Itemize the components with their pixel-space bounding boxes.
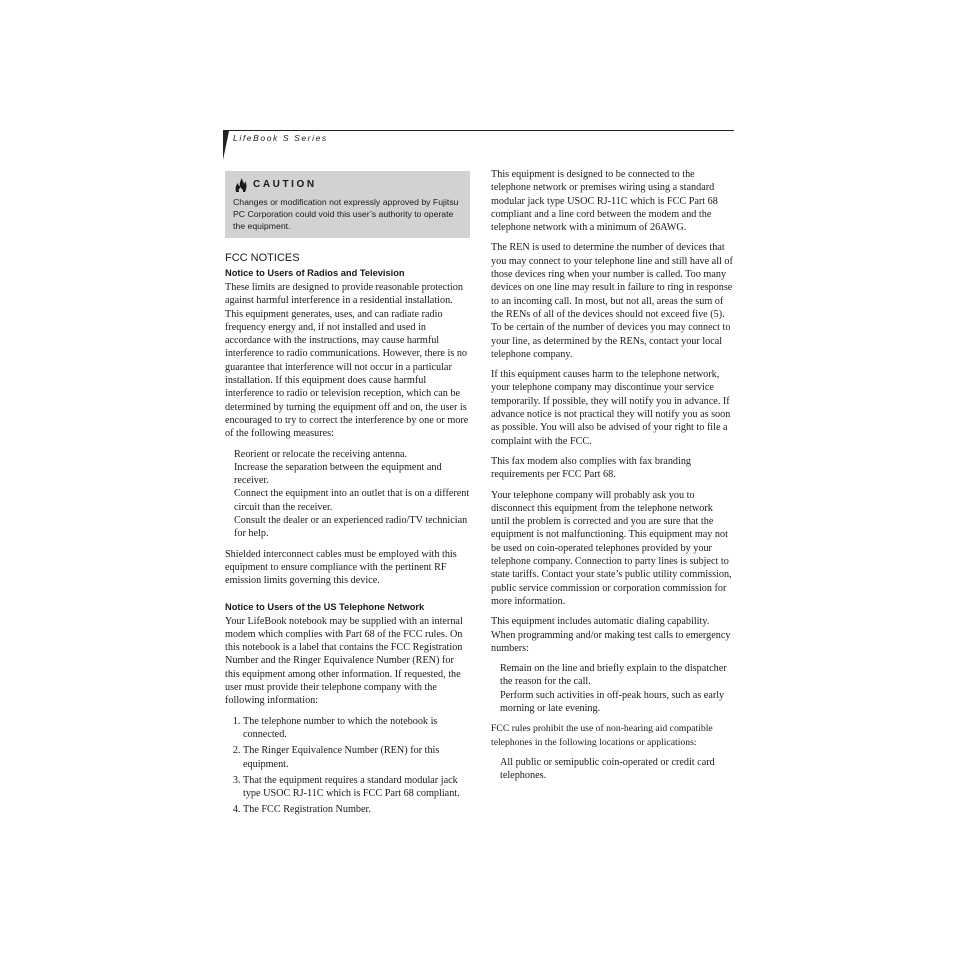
list-item: 1. The telephone number to which the notebook is connected. (243, 715, 470, 742)
jack-requirement-paragraph: This equipment is designed to be connected to the telephone network or premises wiring using a standard modular jack type USOC RJ-11C which is FCC Part 68 compliant and a line cord between the modem and the telephone network with a minimum of 26AWG. (491, 169, 718, 234)
header-rule (223, 130, 734, 131)
list-item: All public or semipublic coin-operated or credit card telephones. (500, 756, 715, 782)
auto-dialing-paragraph: This equipment includes automatic dialing capability. When programming and/or making test calls to emergency numbers: (491, 616, 731, 654)
disconnect-paragraph: Your telephone company will probably ask you to disconnect this equipment from the telephone network until the problem is corrected and you are sure that the equipment is not malfunctioning. This equipment may not be used on coin-operated telephones provided by your telephone company. Connection to party lines is subject to state tariffs. Contact your state’s public utility commission, public service commission or corporation commission for more information. (491, 489, 732, 607)
network-harm-paragraph: If this equipment causes harm to the telephone network, your telephone company may discontinue your service temporarily. If possible, they will notify you in advance. If advance notice is not practical they will notify you as soon as possible. You will also be advised of your right to file a complaint with the FCC. (491, 369, 731, 447)
list-item: Reorient or relocate the receiving antenna. (234, 448, 408, 460)
list-item: Remain on the line and briefly explain to the dispatcher the reason for the call. (500, 663, 727, 688)
hearing-aid-paragraph: FCC rules prohibit the use of non-hearing aid compatible telephones in the following locations or applications: (491, 723, 713, 748)
list-item: Consult the dealer or an experienced radio/TV technician for help. (234, 515, 468, 540)
shielded-cables-note: Shielded interconnect cables must be employed with this equipment to ensure compliance with the pertinent RF emission limits governing this device. (225, 548, 457, 587)
right-column (491, 168, 734, 789)
header-corner-mark (223, 131, 229, 160)
caution-box (225, 171, 470, 238)
radio-notice-heading: Notice to Users of Radios and Television (225, 268, 405, 278)
fax-branding-paragraph: This fax modem also complies with fax branding requirements per FCC Part 68. (491, 455, 692, 481)
list-item: Increase the separation between the equipment and receiver. (234, 461, 442, 487)
list-item: Perform such activities in off-peak hours, such as early morning or late evening. (500, 689, 725, 714)
running-head: LifeBook S Series (233, 133, 328, 143)
caution-header (233, 177, 462, 193)
list-item: Connect the equipment into an outlet that is on a different circuit than the receiver. (234, 488, 470, 513)
radio-notice-intro: These limits are designed to provide reasonable protection against harmful interference in a residential installation. This equipment generates, uses, and can radiate radio frequency energy and, if not installed and used in accordance with the instructions, may cause harmful interference to radio communications. However, there is no guarantee that interference will not occur in a particular installation. If this equipment does cause harmful interference to radio or television reception, which can be determined by turning the equipment off and on, the user is encouraged to try to correct the interference by one or more of the following measures: (225, 282, 469, 440)
ren-paragraph: The REN is used to determine the number of devices that you may connect to your telephone line and still have all of those devices ring when your number is called. Too many devices on one line may result in failure to ring in response to an incoming call. In most, but not all, areas the sum of the RENs of all of the devices should not exceed five (5). To be certain of the number of devices you may connect to your line, as determined by the RENs, contact your local telephone company. (491, 242, 733, 360)
required-information-list (225, 715, 470, 817)
telephone-notice-heading: Notice to Users of the US Telephone Network (225, 601, 425, 612)
list-item: 2. The Ringer Equivalence Number (REN) for this equipment. (243, 744, 470, 771)
caution-text: Changes or modification not expressly approved by Fujitsu PC Corporation could void this user’s authority to operate the equipment. (233, 197, 459, 231)
list-item: 4. The FCC Registration Number. (243, 803, 470, 816)
flame-hand-icon (233, 177, 249, 193)
emergency-dialing-list (491, 662, 734, 715)
list-item: 3. That the equipment requires a standard modular jack type USOC RJ-11C which is FCC Part 68 compliant. (243, 774, 470, 801)
left-column (225, 171, 470, 820)
locations-list (491, 756, 734, 783)
telephone-notice-intro: Your LifeBook notebook may be supplied with an internal modem which complies with Part 68 of the FCC rules. On this notebook is a label that contains the FCC Registration Number and the Ringer Equivalence Number (REN) for this equipment among other information. If requested, the user must provide their telephone company with the following information: (225, 615, 463, 707)
interference-measures-list (225, 448, 470, 541)
fcc-notices-title: FCC NOTICES (225, 252, 300, 264)
caution-title: CAUTION (253, 179, 317, 190)
